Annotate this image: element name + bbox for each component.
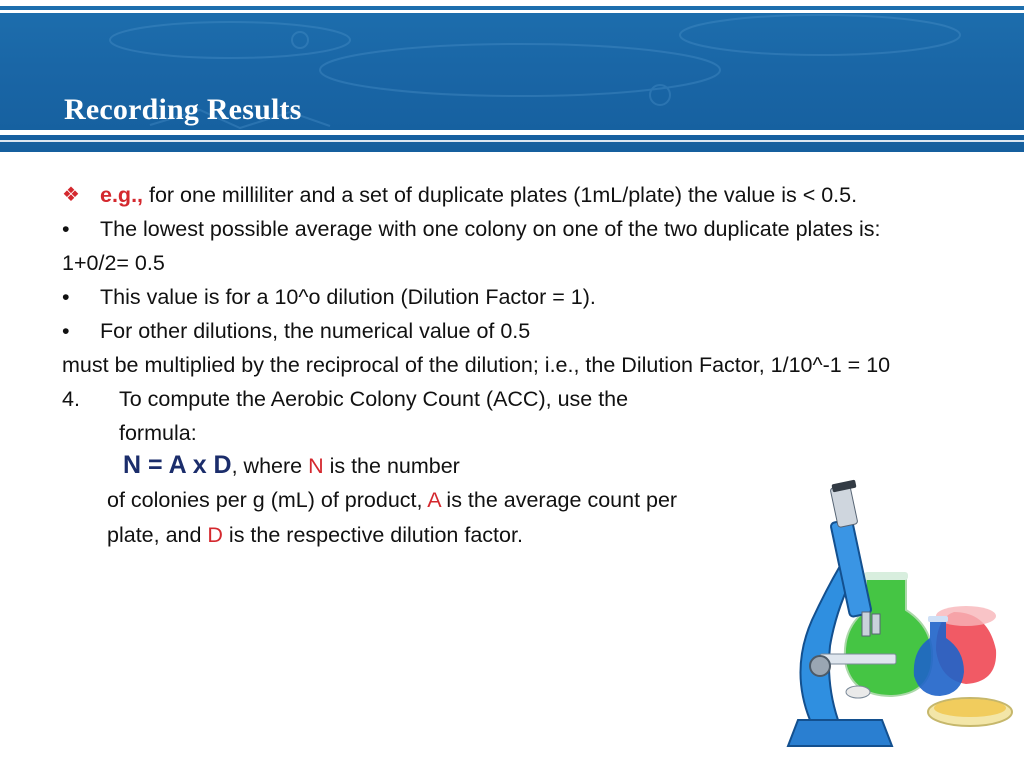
bullet-item-lowest-average <box>62 216 982 242</box>
header-banner <box>0 0 1024 152</box>
step-number: 4. <box>62 387 80 411</box>
formula-text: is the number <box>323 454 460 478</box>
bullet-text: for one milliliter and a set of duplicate plates (1mL/plate) the value is < 0.5. <box>143 183 858 207</box>
definition-text: of colonies per g (mL) of product, <box>107 488 428 512</box>
banner-stripe <box>0 140 1024 142</box>
bullet-item-other-dilutions <box>62 318 982 344</box>
reciprocal-paragraph: must be multiplied by the reciprocal of the dilution; i.e., the Dilution Factor, 1/10^-1 = 10 <box>62 353 891 377</box>
step-text-line: formula: <box>119 421 197 445</box>
microscope-illustration <box>770 470 1024 768</box>
banner-stripe <box>0 130 1024 135</box>
bullet-text: The lowest possible average with one colony on one of the two duplicate plates is: <box>100 217 881 241</box>
formula-text: , where <box>231 454 309 478</box>
variable-n: N <box>308 454 324 478</box>
diamond-bullet-icon: ❖ <box>62 184 80 206</box>
equation-line: 1+0/2= 0.5 <box>62 251 165 275</box>
definition-text: plate, and <box>107 523 208 547</box>
banner-stripe <box>0 10 1024 13</box>
banner-stripe <box>0 0 1024 6</box>
definition-text: is the respective dilution factor. <box>222 523 523 547</box>
step-text-line: To compute the Aerobic Colony Count (ACC), use the <box>119 387 629 411</box>
bullet-dot-icon: • <box>62 285 70 309</box>
slide-title: Recording Results <box>64 93 302 126</box>
formula-expression: N = A x D <box>123 451 232 479</box>
example-lead: e.g., <box>100 183 144 207</box>
bullet-dot-icon: • <box>62 217 70 241</box>
petri-dish-icon <box>928 698 1012 726</box>
bullet-item-example <box>62 182 982 208</box>
bullet-dot-icon: • <box>62 319 70 343</box>
numbered-step-4 <box>62 386 982 446</box>
bullet-text: This value is for a 10^o dilution (Dilution Factor = 1). <box>100 285 596 309</box>
variable-a: A <box>427 488 441 512</box>
variable-d: D <box>207 523 223 547</box>
bullet-item-dilution-value <box>62 284 982 310</box>
bullet-text: For other dilutions, the numerical value of 0.5 <box>100 319 531 343</box>
definition-text: is the average count per <box>440 488 678 512</box>
